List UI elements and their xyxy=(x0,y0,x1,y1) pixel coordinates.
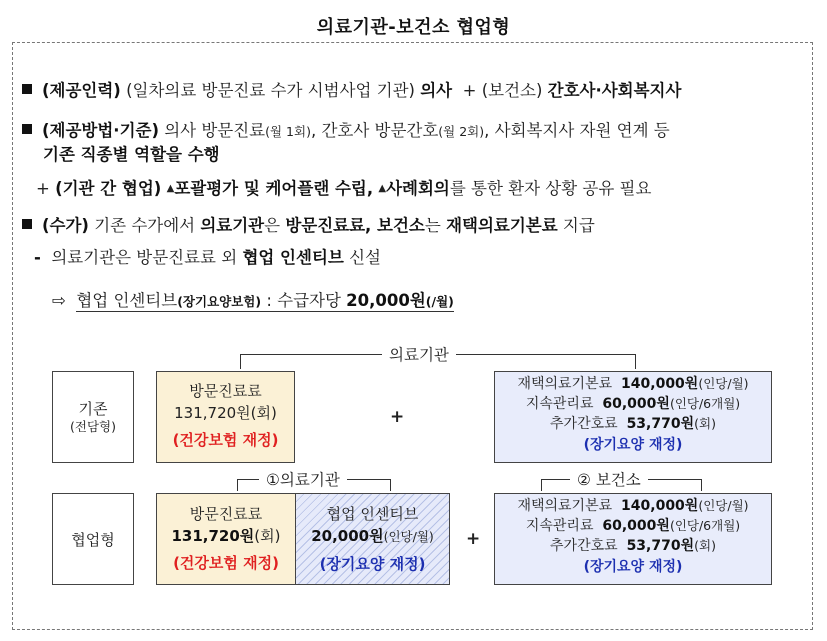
bullet-method-line2: 기존 직종별 역할을 수행 xyxy=(43,145,220,164)
medical-institution-label: 의료기관 xyxy=(382,343,456,365)
medical-institution-caption: ①의료기관 xyxy=(259,468,347,490)
collab-home-care-box: 재택의료기본료 140,000원(인당/월) 지속관리료 60,000원(인당/6개월) 추가간호료 53,770원(회) (장기요양 재정) xyxy=(494,493,772,585)
row-existing-label: 기존 (전담형) xyxy=(52,371,134,463)
collab-incentive-box: 협업 인센티브 20,000원(인당/월) (장기요양 재정) xyxy=(295,493,450,585)
bracket-tick xyxy=(701,479,702,491)
bracket-right-tick xyxy=(635,354,636,369)
bracket-tick xyxy=(541,479,542,491)
collab-visit-fee-box: 방문진료료 131,720원(회) (건강보험 재정) xyxy=(156,493,296,585)
arrow-right-icon: ⇨ xyxy=(52,291,66,310)
bullet-providers: (제공인력) (일차의료 방문진료 수가 시범사업 기관) 의사 + (보건소) 간호사·사회복지사 xyxy=(22,77,681,101)
plus-sign: + xyxy=(390,407,405,427)
page-title: 의료기관-보건소 협업형 xyxy=(316,17,511,38)
square-bullet-icon xyxy=(22,84,32,94)
bullet-method: (제공방법·기준) 의사 방문진료(월 1회), 간호사 방문간호(월 2회), 사회복지사 자원 연계 등 xyxy=(22,117,670,141)
incentive-summary: ⇨ 협업 인센티브(장기요양보험) : 수급자당 20,000원(/월) xyxy=(52,291,454,310)
bracket-left-tick xyxy=(240,354,241,369)
square-bullet-icon xyxy=(22,219,32,229)
plus-sign: + xyxy=(466,529,481,549)
triangle-icon: ▲ xyxy=(166,183,175,194)
bullet-fees: (수가) 기존 수가에서 의료기관은 방문진료료, 보건소는 재택의료기본료 지급 xyxy=(22,212,595,236)
bullet-collaboration: + (기관 간 협업) ▲포괄평가 및 케어플랜 수립, ▲사례회의를 통한 환자 상황 공유 필요 xyxy=(36,179,652,198)
row-collaborative-label: 협업형 xyxy=(52,493,134,585)
existing-home-care-box: 재택의료기본료 140,000원(인당/월) 지속관리료 60,000원(인당/6개월) 추가간호료 53,770원(회) (장기요양 재정) xyxy=(494,371,772,463)
square-bullet-icon xyxy=(22,124,32,134)
existing-visit-fee-box: 방문진료료 131,720원(회) (건강보험 재정) xyxy=(156,371,295,463)
bracket-tick xyxy=(237,479,238,491)
bullet-incentive: - 의료기관은 방문진료료 외 협업 인센티브 신설 xyxy=(34,248,381,267)
bracket-tick xyxy=(390,479,391,491)
health-center-caption: ② 보건소 xyxy=(570,468,648,490)
triangle-icon: ▲ xyxy=(378,183,387,194)
